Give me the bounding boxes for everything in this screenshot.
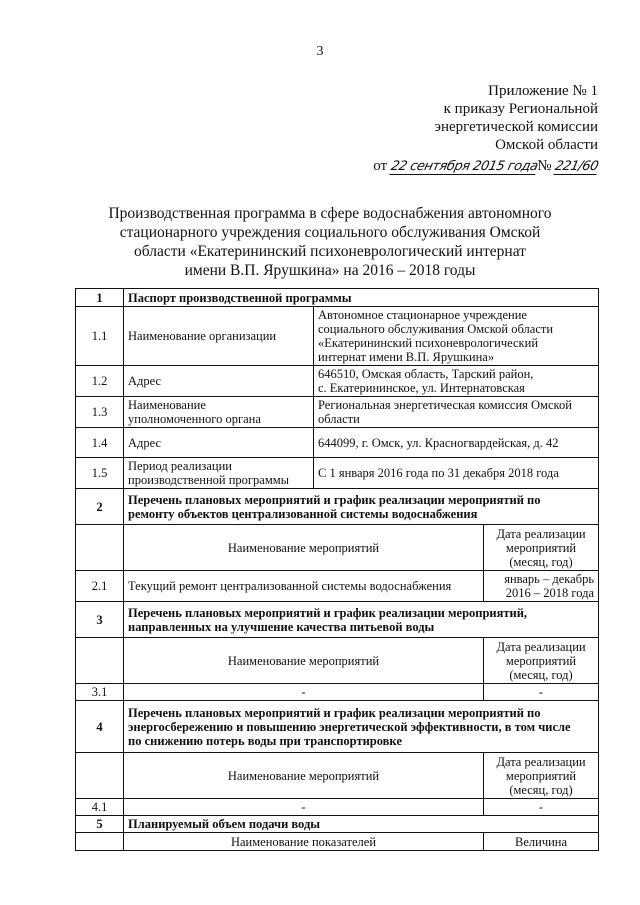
row-number: 1.2 — [76, 366, 124, 397]
row-number: 4 — [76, 701, 124, 753]
column-header — [484, 753, 599, 799]
label-line: уполномоченного органа — [128, 412, 261, 426]
column-header: Наименование мероприятий — [124, 753, 484, 799]
table-row — [76, 571, 599, 602]
row-label: Наименование организации — [124, 307, 314, 366]
row-value: 644099, г. Омск, ул. Красногвардейская, д. 42 — [314, 428, 599, 458]
header-line: (месяц, год) — [509, 667, 573, 682]
row-date: - — [484, 799, 599, 816]
appendix-block — [373, 82, 598, 175]
section-title — [124, 701, 599, 753]
order-date-number — [373, 157, 598, 175]
row-date — [484, 571, 599, 602]
appendix-line: Омской области — [495, 137, 598, 153]
empty-cell — [76, 525, 124, 571]
header-line: мероприятий — [505, 653, 577, 668]
section-1-header — [76, 289, 599, 307]
title-line: Перечень плановых мероприятий и график реализации мероприятий по — [128, 705, 541, 720]
column-header: Наименование мероприятий — [124, 525, 484, 571]
table-row — [76, 458, 599, 489]
value-line: 646510, Омская область, Тарский район, — [318, 367, 534, 381]
column-header-row — [76, 833, 599, 851]
row-value: С 1 января 2016 года по 31 декабря 2018 года — [314, 458, 599, 489]
section-title: Паспорт производственной программы — [124, 289, 599, 307]
header-line: (месяц, год) — [509, 782, 573, 797]
label-line: Период реализации — [128, 459, 232, 473]
row-value — [314, 307, 599, 366]
row-number: 3 — [76, 602, 124, 638]
table-row — [76, 366, 599, 397]
table-row — [76, 799, 599, 816]
appendix-line: энергетической комиссии — [434, 119, 598, 135]
row-number: 1.1 — [76, 307, 124, 366]
row-label: Адрес — [124, 428, 314, 458]
header-line: Дата реализации — [496, 526, 586, 541]
empty-cell — [76, 638, 124, 684]
section-4-header — [76, 701, 599, 753]
header-line: Дата реализации — [496, 639, 586, 654]
row-number: 1.5 — [76, 458, 124, 489]
table-row — [76, 684, 599, 701]
number-sign: № — [537, 158, 552, 174]
row-number: 1.3 — [76, 397, 124, 428]
from-prefix: от — [373, 158, 388, 174]
empty-cell — [76, 753, 124, 799]
header-line: мероприятий — [505, 768, 577, 783]
appendix-line: к приказу Региональной — [443, 101, 598, 117]
column-header: Величина — [484, 833, 599, 851]
row-number: 5 — [76, 816, 124, 833]
value-line: Региональная энергетическая комиссия Омской — [318, 398, 572, 412]
header-line: Дата реализации — [496, 754, 586, 769]
handwritten-date: 22 сентября 2015 года — [389, 159, 539, 174]
row-value: Текущий ремонт централизованной системы водоснабжения — [124, 571, 484, 602]
row-value: - — [124, 799, 484, 816]
value-line: социального обслуживания Омской области — [318, 322, 554, 336]
row-number: 2.1 — [76, 571, 124, 602]
section-title — [124, 602, 599, 638]
row-number: 1.4 — [76, 428, 124, 458]
table-row — [76, 307, 599, 366]
row-value: - — [124, 684, 484, 701]
row-number: 2 — [76, 489, 124, 525]
label-line: производственной программы — [128, 473, 290, 487]
table-row — [76, 428, 599, 458]
date-line: 2016 – 2018 года — [505, 586, 595, 600]
header-line: мероприятий — [505, 540, 577, 555]
column-header — [484, 525, 599, 571]
title-line: направленных на улучшение качества питьевой воды — [128, 619, 435, 634]
label-line: Наименование — [128, 398, 206, 412]
page-number: 3 — [316, 44, 324, 59]
empty-cell — [76, 833, 124, 851]
title-line: ремонту объектов централизованной системы водоснабжения — [128, 506, 478, 521]
appendix-line: Приложение № 1 — [488, 83, 598, 99]
document-title — [95, 204, 565, 280]
table-row — [76, 397, 599, 428]
handwritten-number: 221/60 — [553, 159, 600, 174]
date-line: январь – декабрь — [504, 572, 595, 586]
row-number: 1 — [76, 289, 124, 307]
title-line: по снижению потерь воды при транспортировке — [128, 733, 402, 748]
title-line: энергосбережению и повышению энергетической эффективности, в том числе — [128, 719, 571, 734]
column-header-row — [76, 753, 599, 799]
column-header-row — [76, 638, 599, 684]
value-line: «Екатерининский психоневрологический — [318, 336, 539, 350]
row-number: 3.1 — [76, 684, 124, 701]
title-line: Производственная программа в сфере водоснабжения автономного — [108, 205, 552, 222]
value-line: с. Екатерининское, ул. Интернатовская — [318, 381, 525, 395]
value-line: интернат имени В.П. Ярушкина» — [318, 350, 495, 364]
column-header: Наименование мероприятий — [124, 638, 484, 684]
title-line: Перечень плановых мероприятий и график реализации мероприятий, — [128, 605, 528, 620]
section-3-header — [76, 602, 599, 638]
row-value — [314, 366, 599, 397]
title-line: стационарного учреждения социального обслуживания Омской — [119, 224, 541, 241]
value-line: Автономное стационарное учреждение — [318, 308, 527, 322]
column-header: Наименование показателей — [124, 833, 484, 851]
row-number: 4.1 — [76, 799, 124, 816]
title-line: имени В.П. Ярушкина» на 2016 – 2018 годы — [184, 262, 476, 279]
column-header-row — [76, 525, 599, 571]
title-line: Перечень плановых мероприятий и график реализации мероприятий по — [128, 492, 541, 507]
row-value — [314, 397, 599, 428]
section-2-header — [76, 489, 599, 525]
row-date: - — [484, 684, 599, 701]
header-line: (месяц, год) — [509, 554, 573, 569]
row-label — [124, 397, 314, 428]
section-title — [124, 489, 599, 525]
program-table — [75, 288, 599, 851]
section-title: Планируемый объем подачи воды — [124, 816, 599, 833]
section-5-header — [76, 816, 599, 833]
title-line: области «Екатерининский психоневрологический интернат — [134, 243, 526, 260]
row-label — [124, 458, 314, 489]
row-label: Адрес — [124, 366, 314, 397]
column-header — [484, 638, 599, 684]
value-line: области — [318, 412, 360, 426]
